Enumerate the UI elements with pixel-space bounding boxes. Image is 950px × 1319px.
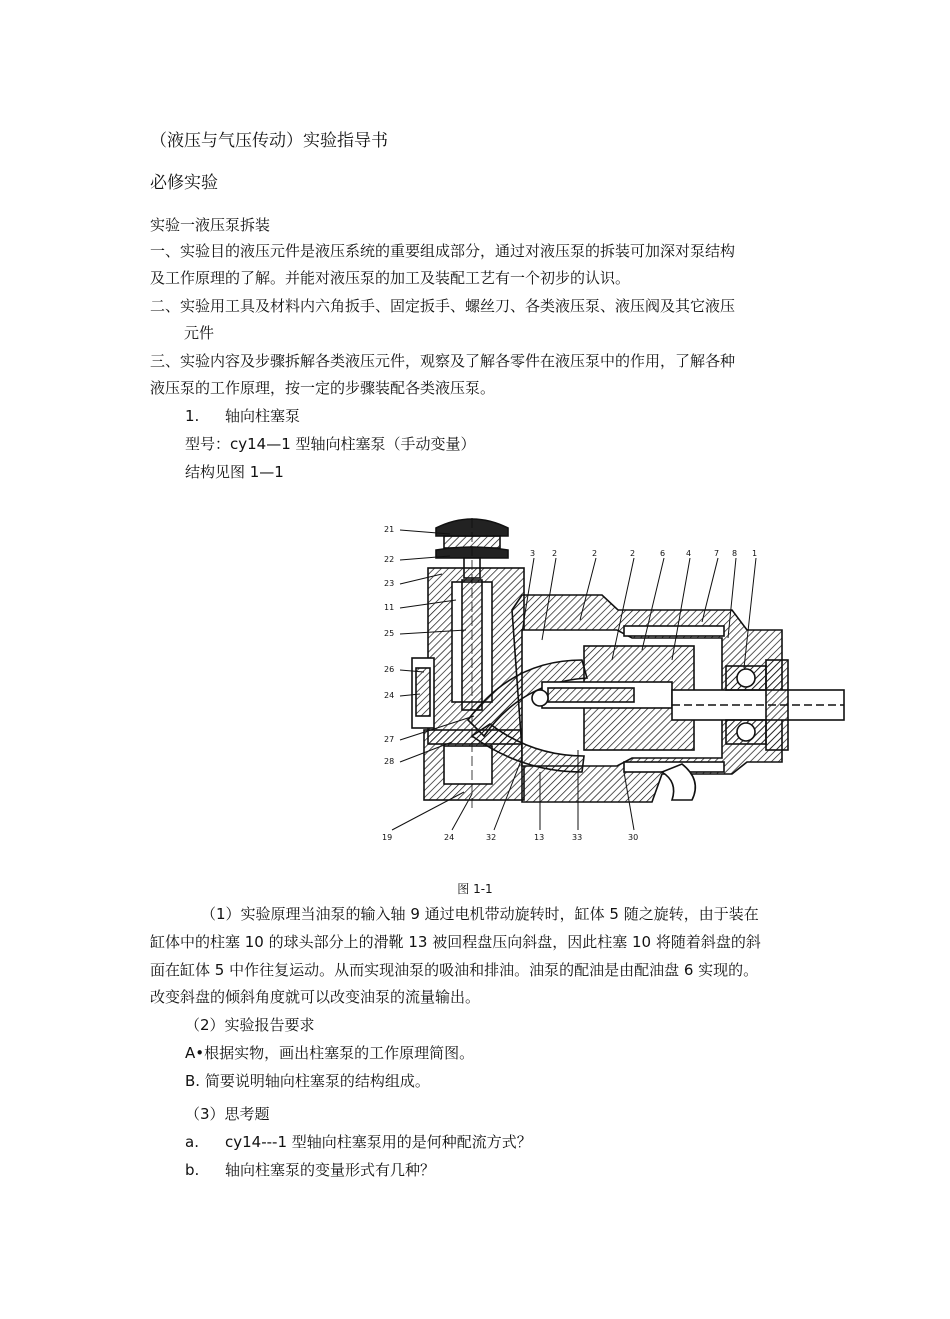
figure-label: 33 [572,833,583,842]
figure-label: 24 [384,691,395,700]
figure-label: 32 [486,833,497,842]
figure-label: 26 [384,665,395,674]
principle-line-4: 改变斜盘的倾斜角度就可以改变油泵的流量输出。 [150,988,481,1006]
section-heading: 必修实验 [150,173,218,193]
purpose-line-1: 一、实验目的液压元件是液压系统的重要组成部分，通过对液压泵的拆装可加深对泵结构 [150,242,736,260]
figure-label: 2 [592,549,598,558]
principle-line-1: （1）实验原理当油泵的输入轴 9 通过电机带动旋转时，缸体 5 随之旋转，由于装在 [201,905,759,923]
figure-label: 11 [384,603,395,612]
principle-line-2: 缸体中的柱塞 10 的球头部分上的滑靴 13 被回程盘压向斜盘，因此柱塞 10 将随着斜盘的斜 [150,933,761,951]
list-item-axial-piston-pump [185,406,300,426]
report-item-b: B. 简要说明轴向柱塞泵的结构组成。 [185,1072,430,1090]
figure-label: 22 [384,555,395,564]
structure-reference: 结构见图 1—1 [185,463,284,481]
question-text: 轴向柱塞泵的变量形式有几种？ [225,1161,436,1179]
question-label: a. [185,1133,199,1151]
figure-label: 24 [444,833,455,842]
report-requirements-heading: （2）实验报告要求 [185,1016,315,1034]
tools-line-2: 元件 [184,324,215,342]
figure-label: 23 [384,579,395,588]
document-title: （液压与气压传动）实验指导书 [150,131,388,151]
question-label: b. [185,1161,200,1179]
pump-cross-section-drawing [372,510,850,850]
figure-caption: 图 1-1 [457,882,493,896]
principle-line-3: 面在缸体 5 中作往复运动。从而实现油泵的吸油和排油。油泵的配油是由配油盘 6 实现的。 [150,961,759,979]
question-text: cy14---1 型轴向柱塞泵用的是何种配流方式？ [225,1133,532,1151]
figure-label: 19 [382,833,393,842]
purpose-line-2: 及工作原理的了解。并能对液压泵的加工及装配工艺有一个初步的认识。 [150,269,631,287]
figure-label: 25 [384,629,395,638]
figure-label: 3 [530,549,536,558]
figure-label: 21 [384,525,395,534]
item-text: 轴向柱塞泵 [225,407,301,425]
questions-heading: （3）思考题 [185,1105,270,1123]
experiment-title: 实验一液压泵拆装 [150,216,271,234]
figure-label: 1 [752,549,758,558]
figure-label: 4 [686,549,692,558]
pump-model: 型号：cy14—1 型轴向柱塞泵（手动变量） [185,435,476,453]
figure-label: 28 [384,757,395,766]
figure-label: 2 [630,549,636,558]
content-line-1: 三、实验内容及步骤拆解各类液压元件，观察及了解各零件在液压泵中的作用，了解各种 [150,352,736,370]
question-a [185,1132,532,1152]
figure-label: 13 [534,833,545,842]
question-b [185,1160,435,1180]
figure-label: 2 [552,549,558,558]
item-number: 1. [185,407,200,425]
figure-label: 27 [384,735,395,744]
figure-label: 6 [660,549,666,558]
content-line-2: 液压泵的工作原理，按一定的步骤装配各类液压泵。 [150,379,496,397]
report-item-a: A•根据实物，画出柱塞泵的工作原理简图。 [185,1044,475,1062]
tools-line-1: 二、实验用工具及材料内六角扳手、固定扳手、螺丝刀、各类液压泵、液压阀及其它液压 [150,297,736,315]
figure-label: 30 [628,833,639,842]
figure-label: 7 [714,549,720,558]
figure-label: 8 [732,549,738,558]
